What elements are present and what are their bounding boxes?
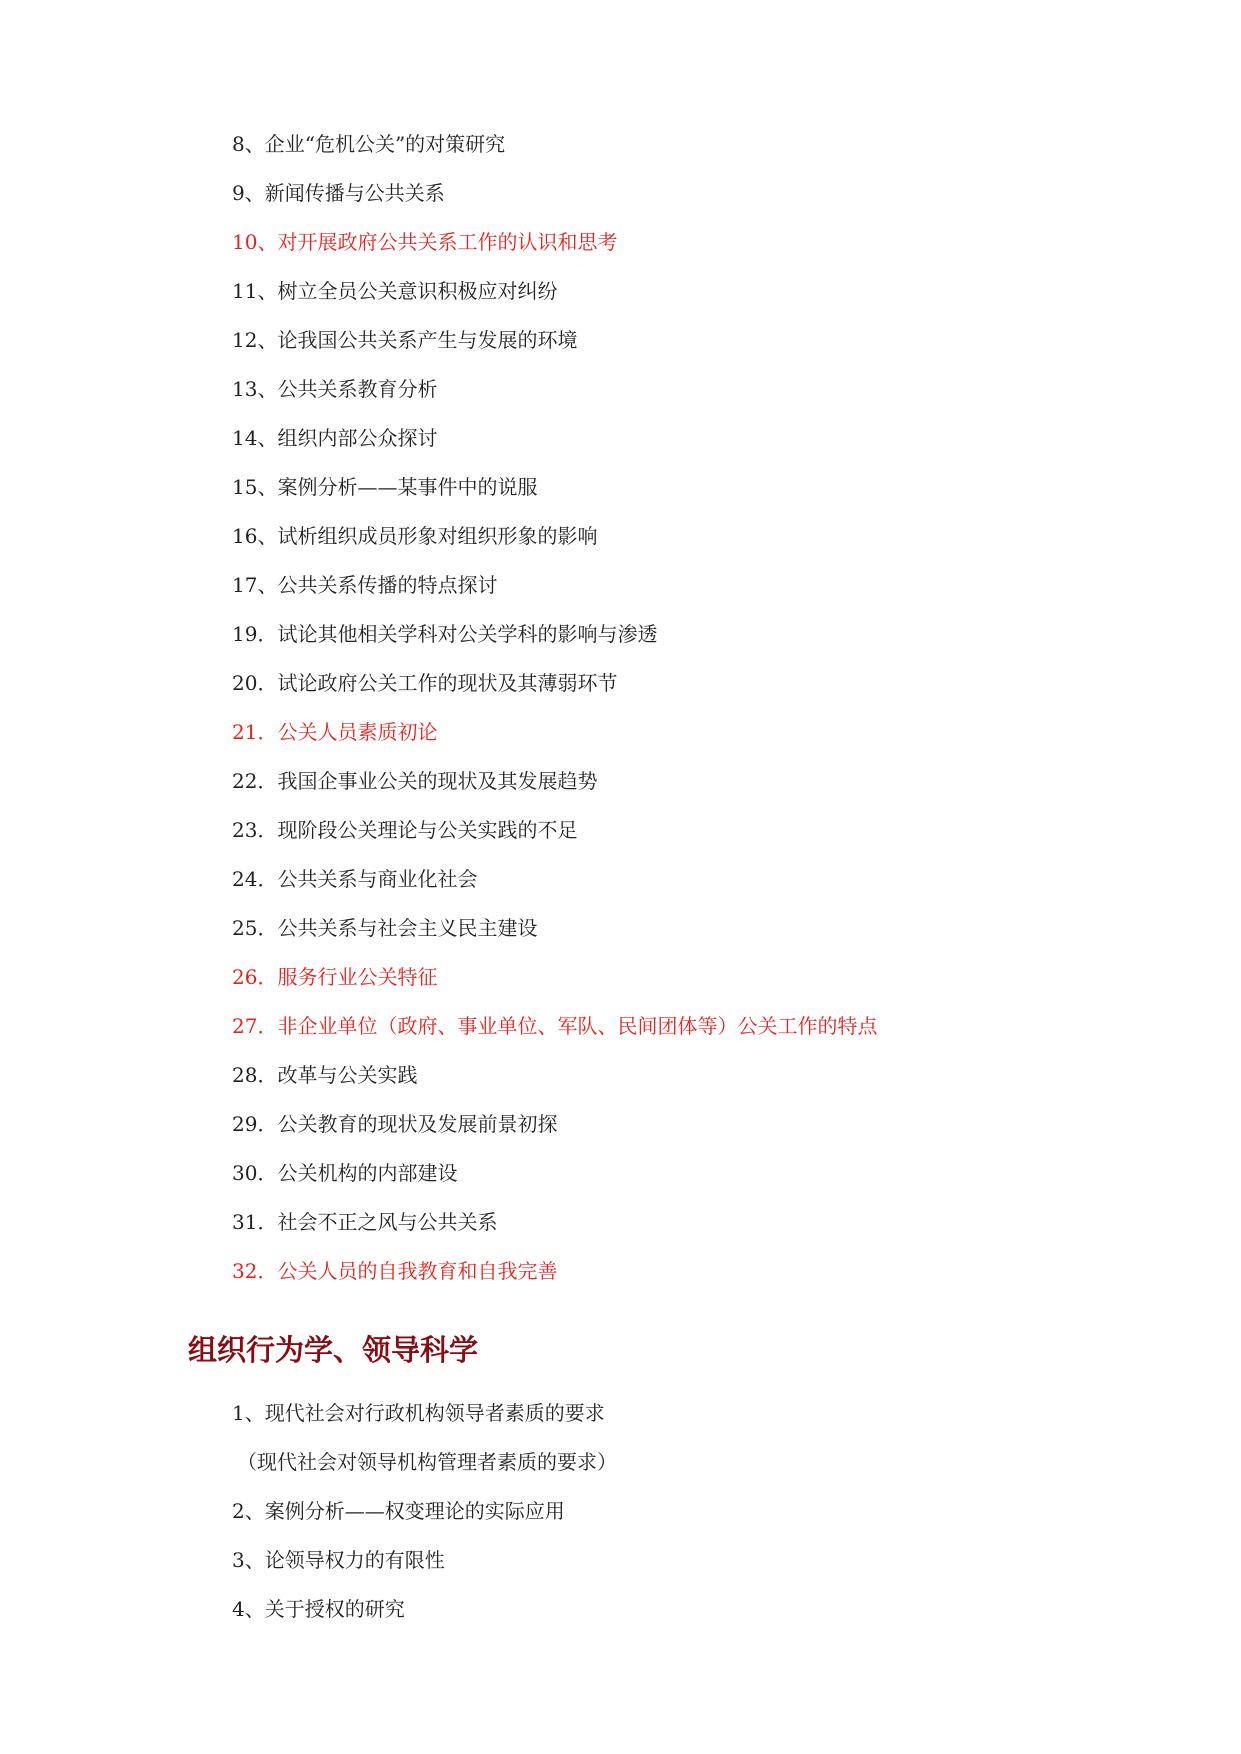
topic-item: 28．改革与公关实践 [232,1063,418,1087]
topic-item: 24．公共关系与商业化社会 [232,867,478,891]
topic-item: 3、论领导权力的有限性 [232,1548,445,1572]
topic-item: 16、试析组织成员形象对组织形象的影响 [232,524,598,548]
topic-item: 31．社会不正之风与公共关系 [232,1210,498,1234]
topic-list-public-relations [232,123,877,1299]
topic-item: 26．服务行业公关特征 [232,965,438,989]
topic-item: 21．公关人员素质初论 [232,720,438,744]
topic-item: 32．公关人员的自我教育和自我完善 [232,1259,558,1283]
topic-item: 25．公共关系与社会主义民主建设 [232,916,538,940]
topic-item: 11、树立全员公关意识积极应对纠纷 [232,279,558,303]
topic-item: 23．现阶段公关理论与公关实践的不足 [232,818,578,842]
topic-item: 27．非企业单位（政府、事业单位、军队、民间团体等）公关工作的特点 [232,1014,878,1038]
topic-item: 10、对开展政府公共关系工作的认识和思考 [232,230,618,254]
topic-item: 13、公共关系教育分析 [232,377,438,401]
topic-item: 29．公关教育的现状及发展前景初探 [232,1112,558,1136]
topic-item: 14、组织内部公众探讨 [232,426,438,450]
topic-item: 9、新闻传播与公共关系 [232,181,445,205]
topic-item: 19．试论其他相关学科对公关学科的影响与渗透 [232,622,658,646]
topic-item: 2、案例分析——权变理论的实际应用 [232,1499,565,1523]
topic-item: 8、企业“危机公关”的对策研究 [232,132,506,156]
topic-item-note: （现代社会对领导机构管理者素质的要求） [237,1450,617,1474]
topic-item: 4、关于授权的研究 [232,1597,405,1621]
topic-list-organizational-behavior [232,1392,617,1637]
topic-item: 17、公共关系传播的特点探讨 [232,573,498,597]
topic-item: 1、现代社会对行政机构领导者素质的要求 [232,1401,605,1425]
topic-item: 22．我国企事业公关的现状及其发展趋势 [232,769,598,793]
topic-item: 30．公关机构的内部建设 [232,1161,458,1185]
topic-item: 12、论我国公共关系产生与发展的环境 [232,328,578,352]
section-heading: 组织行为学、领导科学 [188,1333,479,1367]
topic-item: 15、案例分析——某事件中的说服 [232,475,538,499]
topic-item: 20．试论政府公关工作的现状及其薄弱环节 [232,671,618,695]
